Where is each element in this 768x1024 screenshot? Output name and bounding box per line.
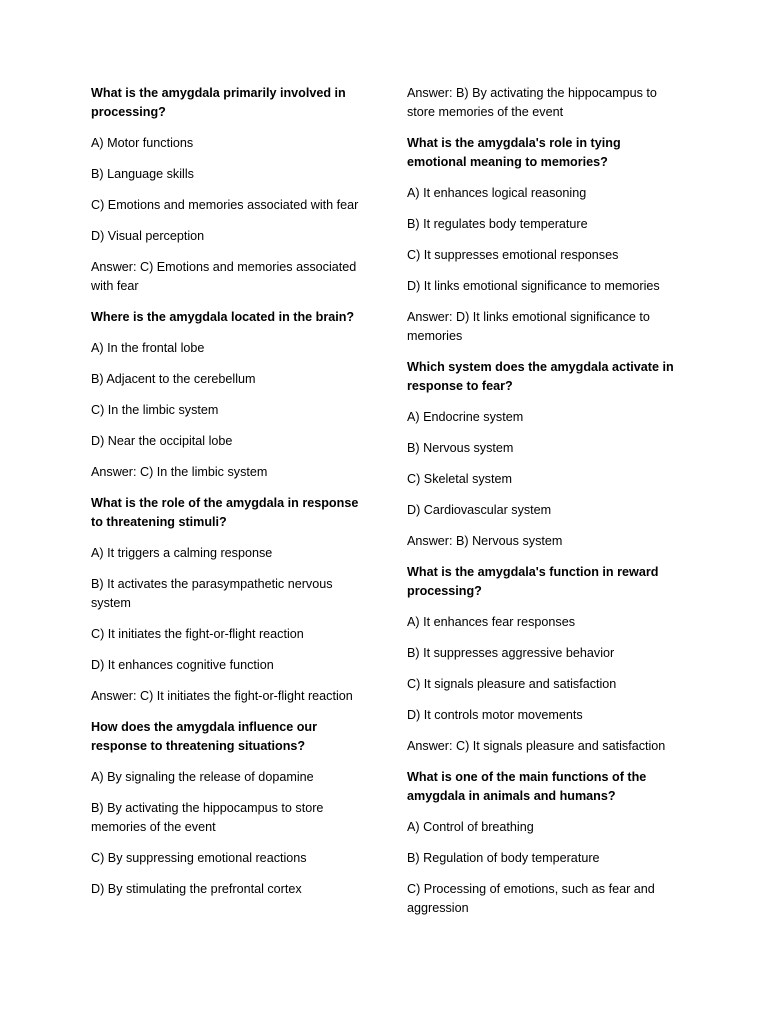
answer-text: Answer: C) It signals pleasure and satisfaction (407, 739, 666, 753)
option-text: D) It enhances cognitive function (91, 658, 274, 672)
option-text: C) Skeletal system (407, 472, 512, 486)
option-text: C) By suppressing emotional reactions (91, 851, 307, 865)
answer-text: Answer: C) Emotions and memories associated with fear (91, 260, 357, 293)
option-text: B) By activating the hippocampus to store memories of the event (91, 801, 324, 834)
option-text: A) By signaling the release of dopamine (91, 770, 314, 784)
option-text: D) It controls motor movements (407, 708, 583, 722)
answer-text: Answer: D) It links emotional significance to memories (407, 310, 650, 343)
question-text: What is the role of the amygdala in response to threatening stimuli? (91, 496, 359, 529)
option-text: D) Near the occipital lobe (91, 434, 233, 448)
option-text: A) Control of breathing (407, 820, 534, 834)
answer-text: Answer: C) It initiates the fight-or-flight reaction (91, 689, 353, 703)
answer-text: Answer: B) By activating the hippocampus to store memories of the event (407, 86, 657, 119)
question-text: What is the amygdala's role in tying emotional meaning to memories? (407, 136, 621, 169)
question-text: What is the amygdala primarily involved in processing? (91, 86, 346, 119)
question-text: What is one of the main functions of the amygdala in animals and humans? (407, 770, 647, 803)
question-text: How does the amygdala influence our response to threatening situations? (91, 720, 318, 753)
option-text: B) It regulates body temperature (407, 217, 588, 231)
option-text: D) Visual perception (91, 229, 205, 243)
option-text: A) Endocrine system (407, 410, 524, 424)
option-text: C) Emotions and memories associated with fear (91, 198, 359, 212)
option-text: A) It enhances logical reasoning (407, 186, 587, 200)
option-text: A) It enhances fear responses (407, 615, 576, 629)
option-text: B) It suppresses aggressive behavior (407, 646, 615, 660)
question-text: Where is the amygdala located in the brain? (91, 310, 355, 324)
option-text: B) Regulation of body temperature (407, 851, 600, 865)
option-text: C) It suppresses emotional responses (407, 248, 619, 262)
option-text: A) In the frontal lobe (91, 341, 205, 355)
option-text: A) It triggers a calming response (91, 546, 273, 560)
question-text: Which system does the amygdala activate in response to fear? (407, 360, 674, 393)
option-text: B) It activates the parasympathetic nervous system (91, 577, 333, 610)
option-text: B) Language skills (91, 167, 194, 181)
answer-text: Answer: C) In the limbic system (91, 465, 268, 479)
option-text: C) It initiates the fight-or-flight reaction (91, 627, 304, 641)
option-text: C) Processing of emotions, such as fear and aggression (407, 882, 655, 915)
option-text: C) In the limbic system (91, 403, 219, 417)
option-text: D) By stimulating the prefrontal cortex (91, 882, 302, 896)
option-text: B) Nervous system (407, 441, 514, 455)
option-text: B) Adjacent to the cerebellum (91, 372, 256, 386)
option-text: A) Motor functions (91, 136, 194, 150)
right-column (407, 84, 679, 930)
left-column (91, 84, 367, 911)
option-text: D) It links emotional significance to memories (407, 279, 660, 293)
question-text: What is the amygdala's function in reward processing? (407, 565, 659, 598)
option-text: D) Cardiovascular system (407, 503, 552, 517)
answer-text: Answer: B) Nervous system (407, 534, 563, 548)
option-text: C) It signals pleasure and satisfaction (407, 677, 617, 691)
